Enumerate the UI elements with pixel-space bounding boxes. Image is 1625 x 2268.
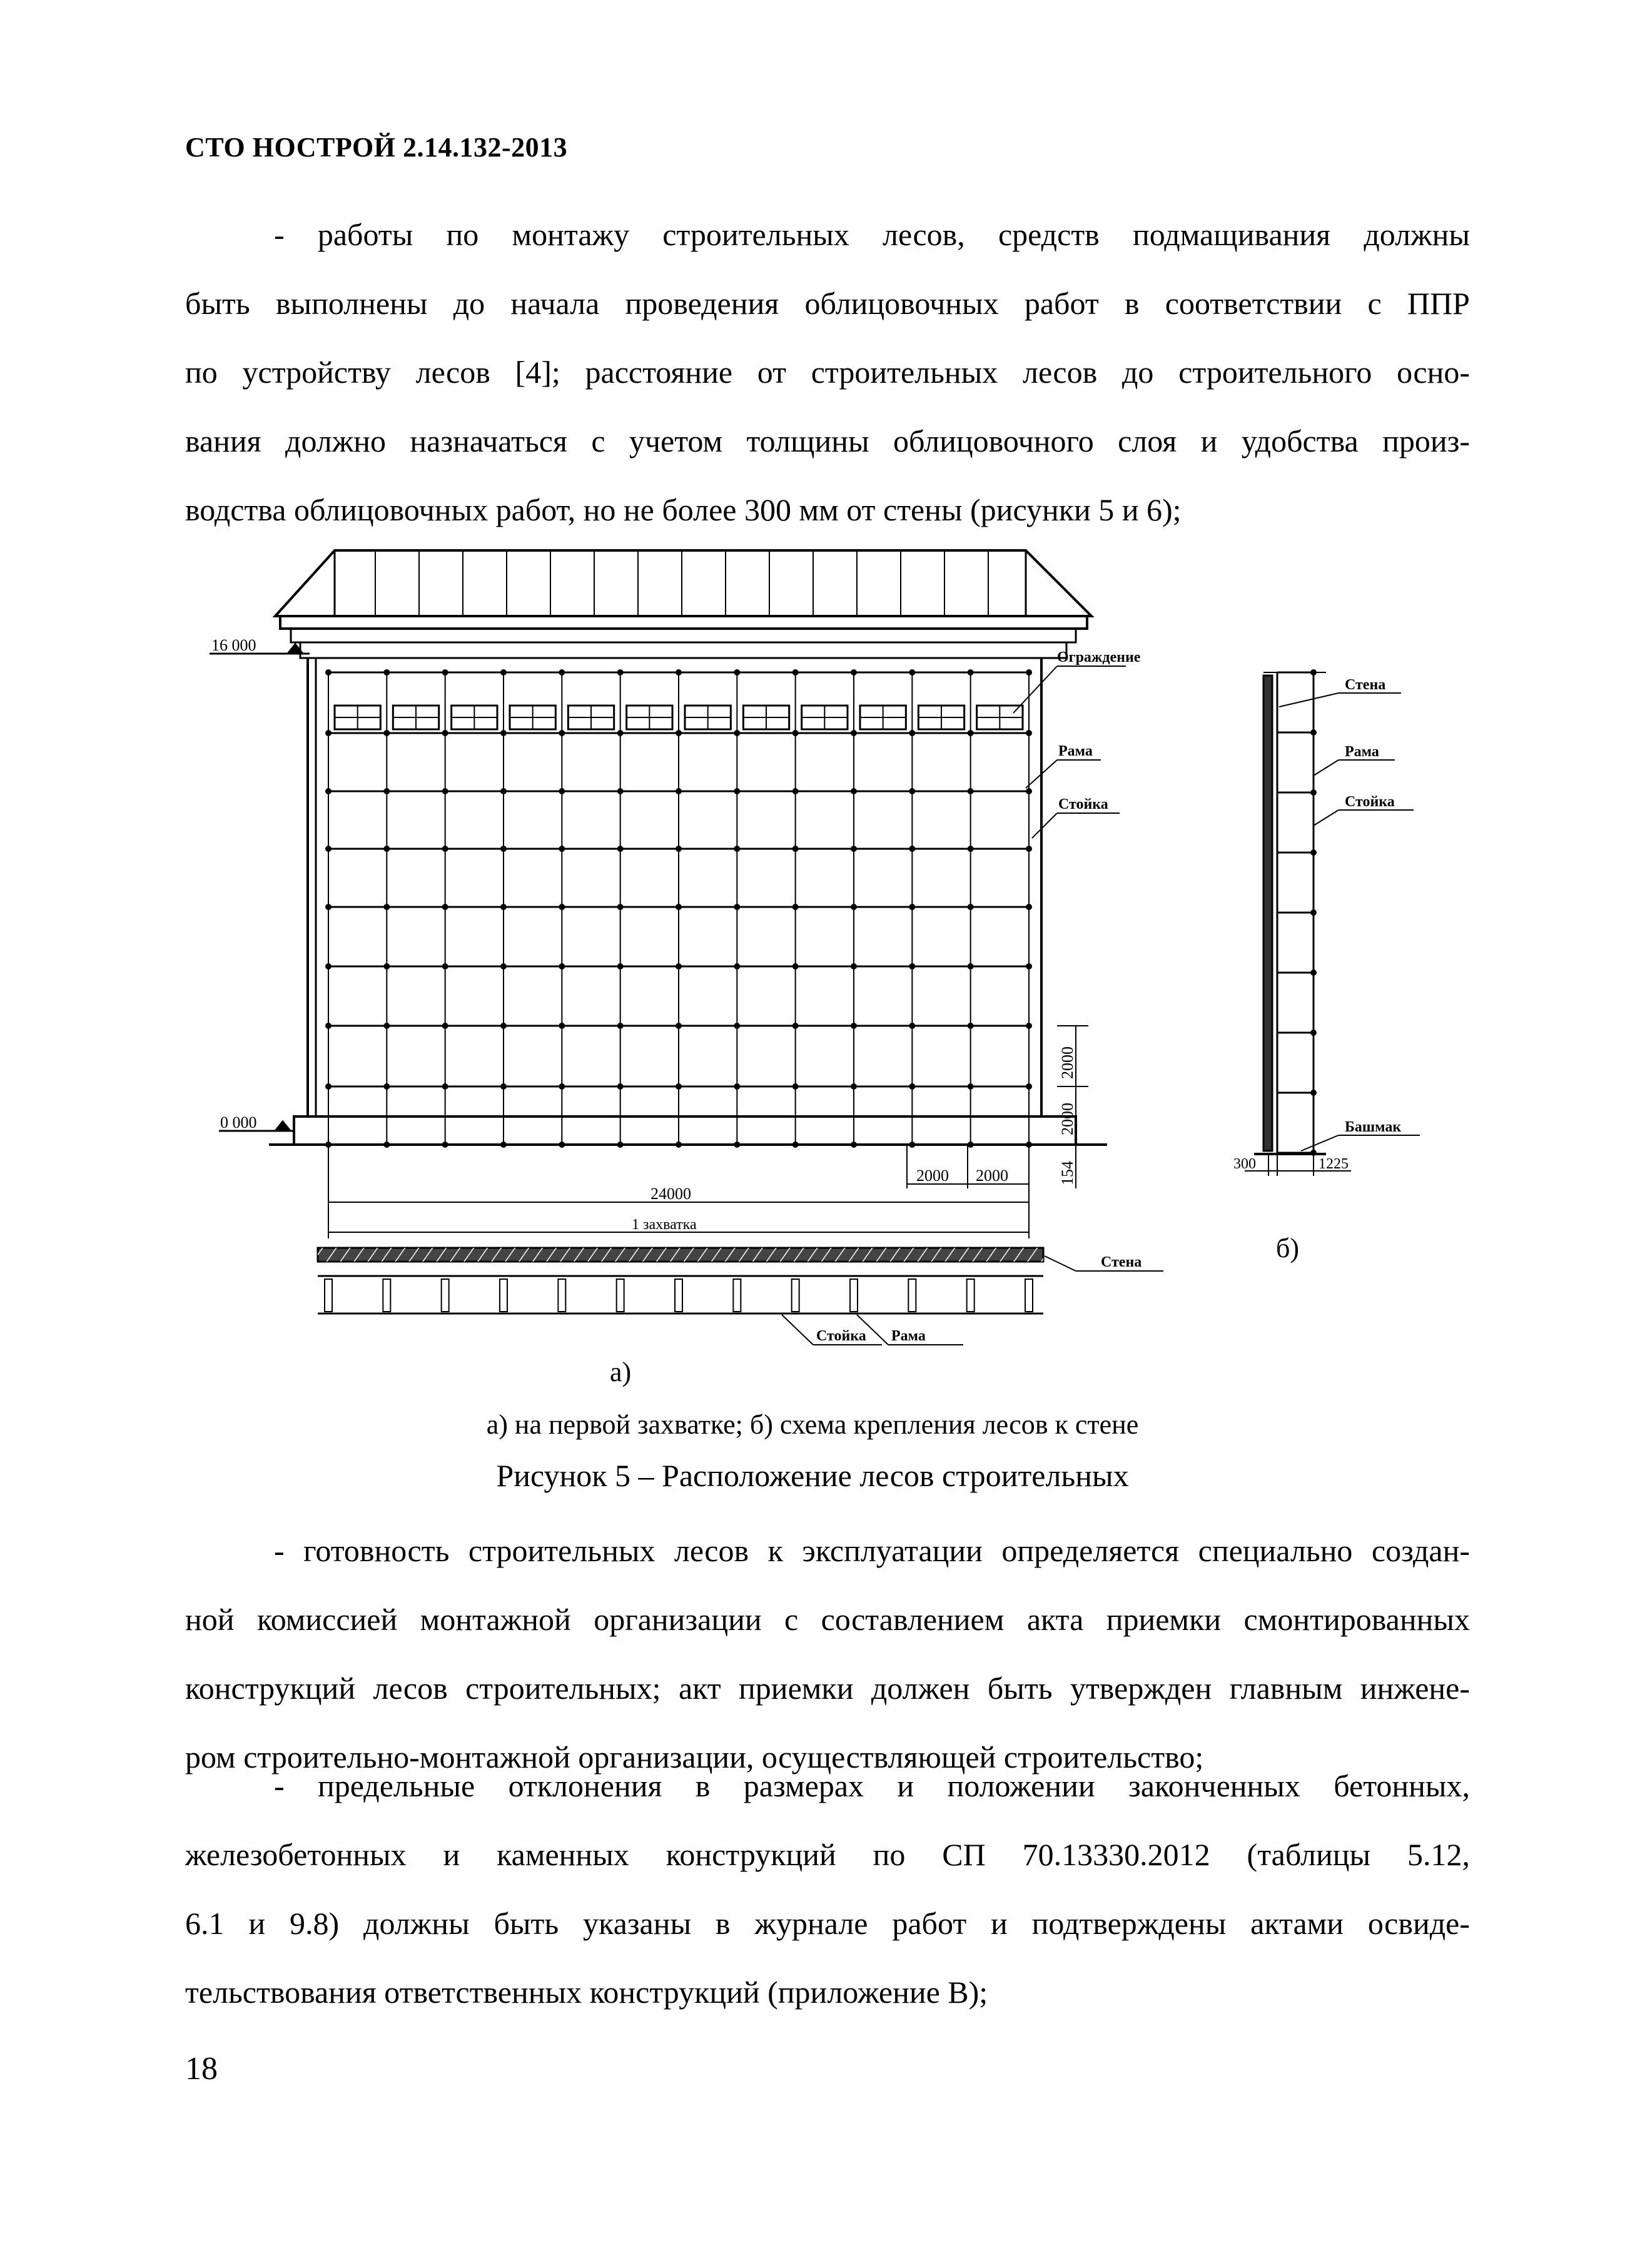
scaffold-node xyxy=(734,730,740,736)
scaffold-node xyxy=(325,846,332,852)
document-header: СТО НОСТРОЙ 2.14.132-2013 xyxy=(185,132,568,163)
scaffold-node xyxy=(325,904,332,910)
scaffold-node xyxy=(909,1142,915,1148)
scaffold-node xyxy=(442,730,448,736)
scaffold-node xyxy=(909,730,915,736)
scaffold-node xyxy=(1026,904,1032,910)
scaffold-node xyxy=(383,669,390,676)
scaffold-node xyxy=(792,904,799,910)
scaffold-node xyxy=(617,669,624,676)
scaffold-node xyxy=(559,846,565,852)
side-node xyxy=(1310,789,1317,796)
scaffold-node xyxy=(617,730,624,736)
scaffold-node xyxy=(851,1083,857,1090)
scaffold-node xyxy=(734,669,740,676)
side-node xyxy=(1310,849,1317,856)
plan-post xyxy=(908,1279,916,1312)
text-line: водства облицовочных работ, но не более 300 мм от стены (рисунки 5 и 6); xyxy=(185,492,1182,527)
scaffold-node xyxy=(559,1023,565,1029)
scaffold-node xyxy=(734,1083,740,1090)
scaffold-node xyxy=(559,1142,565,1148)
plan-post xyxy=(792,1279,799,1312)
scaffold-node xyxy=(851,1023,857,1029)
plan-post xyxy=(967,1279,974,1312)
scaffold-node xyxy=(383,788,390,794)
scaffold-node xyxy=(617,904,624,910)
side-node xyxy=(1310,729,1317,736)
scaffold-node xyxy=(442,1142,448,1148)
scaffold-node xyxy=(851,1142,857,1148)
scaffold-node xyxy=(559,788,565,794)
text-line: быть выполнены до начала проведения облицовочных работ в соответствии с ППР xyxy=(185,286,1470,321)
scaffold-node xyxy=(734,1023,740,1029)
scaffold-node xyxy=(851,730,857,736)
scaffold-node xyxy=(968,1023,974,1029)
scaffold-node xyxy=(325,963,332,969)
scaffold-node xyxy=(325,669,332,676)
text-line: ной комиссией монтажной организации с составлением акта приемки смонтированных xyxy=(185,1602,1470,1637)
scaffold-node xyxy=(909,1083,915,1090)
figure-label-b: б) xyxy=(1276,1233,1300,1263)
elevation-label-0000: 0 000 xyxy=(220,1113,257,1131)
plan-post xyxy=(675,1279,682,1312)
scaffold-node xyxy=(325,1023,332,1029)
scaffold-node xyxy=(792,730,799,736)
scaffold-node xyxy=(1026,963,1032,969)
dimension-2000-c: 2000 xyxy=(1058,1103,1076,1135)
scaffold-node xyxy=(909,1023,915,1029)
scaffold-node xyxy=(968,1142,974,1148)
label-base-shoe: Башмак xyxy=(1345,1119,1402,1135)
dimension-2000-d: 2000 xyxy=(1058,1046,1076,1079)
text-line: 6.1 и 9.8) должны быть указаны в журнале работ и подтверждены актами освиде- xyxy=(185,1906,1470,1941)
scaffold-node xyxy=(792,846,799,852)
scaffold-node xyxy=(676,846,682,852)
scaffold-node xyxy=(500,1083,507,1090)
scaffold-node xyxy=(968,1083,974,1090)
page-number: 18 xyxy=(185,2051,218,2087)
plan-post xyxy=(558,1279,565,1312)
scaffold-node xyxy=(559,730,565,736)
scaffold-node xyxy=(500,669,507,676)
scaffold-node xyxy=(383,963,390,969)
scaffold-node xyxy=(1026,1023,1032,1029)
figure-subcaption: а) на первой захватке; б) схема крепления лесов к стене xyxy=(486,1409,1139,1440)
side-node xyxy=(1310,1090,1317,1096)
label-frame-side: Рама xyxy=(1345,744,1379,760)
scaffold-node xyxy=(676,904,682,910)
scaffold-node xyxy=(851,788,857,794)
scaffold-node xyxy=(559,904,565,910)
scaffold-node xyxy=(617,963,624,969)
scaffold-node xyxy=(968,846,974,852)
scaffold-node xyxy=(1026,669,1032,676)
scaffold-node xyxy=(909,963,915,969)
scaffold-node xyxy=(442,669,448,676)
text-line: тельствования ответственных конструкций (приложение В); xyxy=(185,1975,988,2010)
dimension-2000-b: 2000 xyxy=(976,1167,1008,1185)
scaffold-node xyxy=(968,669,974,676)
scaffold-node xyxy=(559,963,565,969)
scaffold-node xyxy=(968,904,974,910)
text-line: вания должно назначаться с учетом толщины облицовочного слоя и удобства произ- xyxy=(185,423,1470,458)
scaffold-node xyxy=(617,1083,624,1090)
figure-caption: Рисунок 5 – Расположение лесов строительных xyxy=(496,1458,1129,1493)
scaffold-node xyxy=(383,730,390,736)
elevation-mark-zero xyxy=(219,1113,294,1131)
scaffold-node xyxy=(909,788,915,794)
dimension-1225: 1225 xyxy=(1319,1156,1349,1172)
scaffold-node xyxy=(559,669,565,676)
plan-post xyxy=(325,1279,332,1312)
side-node xyxy=(1310,669,1317,676)
scaffold-node xyxy=(1026,788,1032,794)
scaffold-node xyxy=(792,1023,799,1029)
scaffold-node xyxy=(968,963,974,969)
scaffold-node xyxy=(1026,846,1032,852)
dimension-lines-a xyxy=(328,1026,1088,1238)
scaffold-node xyxy=(792,1083,799,1090)
scaffold-node xyxy=(734,846,740,852)
scaffold-node xyxy=(500,1023,507,1029)
scaffold-node xyxy=(1026,1083,1032,1090)
dimension-300: 300 xyxy=(1233,1156,1256,1172)
scaffold-node xyxy=(734,788,740,794)
scaffold-node xyxy=(500,788,507,794)
paragraph-tolerances xyxy=(185,1751,1470,2027)
facade-elevation xyxy=(269,550,1107,1145)
scaffold-node xyxy=(442,788,448,794)
text-line: по устройству лесов [4]; расстояние от строительных лесов до строительного осно- xyxy=(185,355,1470,390)
scaffold-node xyxy=(617,1142,624,1148)
scaffold-node xyxy=(909,846,915,852)
plan-view xyxy=(318,1248,1163,1345)
label-post-side: Стойка xyxy=(1345,794,1395,810)
scaffold-node xyxy=(734,1142,740,1148)
label-post: Стойка xyxy=(1058,796,1108,813)
scaffold-node xyxy=(851,963,857,969)
label-frame-plan: Рама xyxy=(891,1328,926,1344)
scaffold-node xyxy=(792,788,799,794)
scaffold-node xyxy=(617,1023,624,1029)
scaffold-node xyxy=(442,904,448,910)
scaffold-node xyxy=(559,1083,565,1090)
scaffold-node xyxy=(325,1083,332,1090)
scaffold-node xyxy=(500,904,507,910)
figure-label-a: а) xyxy=(610,1357,632,1387)
text-line: - работы по монтажу строительных лесов, средств подмащивания должны xyxy=(274,217,1470,252)
plan-post xyxy=(1025,1279,1033,1312)
plan-post xyxy=(850,1279,858,1312)
elevation-label-16000: 16 000 xyxy=(211,636,256,654)
scaffold-node xyxy=(442,1083,448,1090)
scaffold-node xyxy=(851,846,857,852)
dimension-2000-a: 2000 xyxy=(916,1167,949,1185)
scaffold-node xyxy=(676,1142,682,1148)
scaffold-node xyxy=(500,730,507,736)
side-node xyxy=(1310,909,1317,916)
dimension-section: 1 захватка xyxy=(632,1217,697,1233)
scaffold-node xyxy=(851,669,857,676)
scaffold-node xyxy=(383,1142,390,1148)
plan-post xyxy=(442,1279,449,1312)
scaffold-node xyxy=(792,963,799,969)
side-section xyxy=(1233,669,1420,1176)
text-line: - предельные отклонения в размерах и положении законченных бетонных, xyxy=(274,1768,1470,1803)
scaffold-node xyxy=(617,788,624,794)
label-post-plan: Стойка xyxy=(816,1328,866,1344)
text-line: конструкций лесов строительных; акт приемки должен быть утвержден главным инжене- xyxy=(185,1671,1470,1706)
scaffold-node xyxy=(1026,730,1032,736)
plan-post xyxy=(383,1279,390,1312)
scaffold-node xyxy=(792,1142,799,1148)
scaffold-node xyxy=(442,1023,448,1029)
scaffold-node xyxy=(734,963,740,969)
plan-post xyxy=(500,1279,507,1312)
scaffold-node xyxy=(968,788,974,794)
scaffold-node xyxy=(325,788,332,794)
scaffold-node xyxy=(617,846,624,852)
scaffold-node xyxy=(968,730,974,736)
label-wall-plan: Стена xyxy=(1101,1254,1142,1270)
scaffold-node xyxy=(676,669,682,676)
scaffold-node xyxy=(500,963,507,969)
scaffold-node xyxy=(676,788,682,794)
scaffold-node xyxy=(500,1142,507,1148)
text-line: ром строительно-монтажной организации, осуществляющей строительство; xyxy=(185,1739,1204,1774)
side-node xyxy=(1310,969,1317,976)
scaffold-node xyxy=(909,904,915,910)
scaffold-node xyxy=(792,669,799,676)
scaffold-node xyxy=(734,904,740,910)
scaffold-grid xyxy=(325,669,1032,1148)
scaffold-node xyxy=(676,730,682,736)
paragraph-scaffold-readiness xyxy=(185,1516,1470,1791)
scaffold-node xyxy=(325,730,332,736)
plan-post xyxy=(617,1279,624,1312)
scaffold-node xyxy=(851,904,857,910)
plan-post xyxy=(733,1279,741,1312)
elevation-mark-top xyxy=(210,636,310,654)
side-node xyxy=(1310,1030,1317,1036)
scaffold-node xyxy=(676,1083,682,1090)
label-wall-side: Стена xyxy=(1345,677,1386,693)
scaffold-node xyxy=(442,846,448,852)
dimension-24000: 24000 xyxy=(651,1185,691,1203)
text-line: железобетонных и каменных конструкций по СП 70.13330.2012 (таблицы 5.12, xyxy=(185,1837,1470,1872)
scaffold-node xyxy=(442,963,448,969)
scaffold-node xyxy=(676,963,682,969)
scaffold-node xyxy=(676,1023,682,1029)
scaffold-node xyxy=(383,1083,390,1090)
scaffold-node xyxy=(500,846,507,852)
label-guardrail: Ограждение xyxy=(1057,649,1141,666)
scaffold-node xyxy=(383,1023,390,1029)
dimension-154: 154 xyxy=(1058,1161,1076,1185)
label-frame: Рама xyxy=(1058,743,1093,759)
scaffold-node xyxy=(909,669,915,676)
scaffold-node xyxy=(383,846,390,852)
scaffold-node xyxy=(383,904,390,910)
text-line: - готовность строительных лесов к эксплуатации определяется специально создан- xyxy=(274,1533,1470,1568)
